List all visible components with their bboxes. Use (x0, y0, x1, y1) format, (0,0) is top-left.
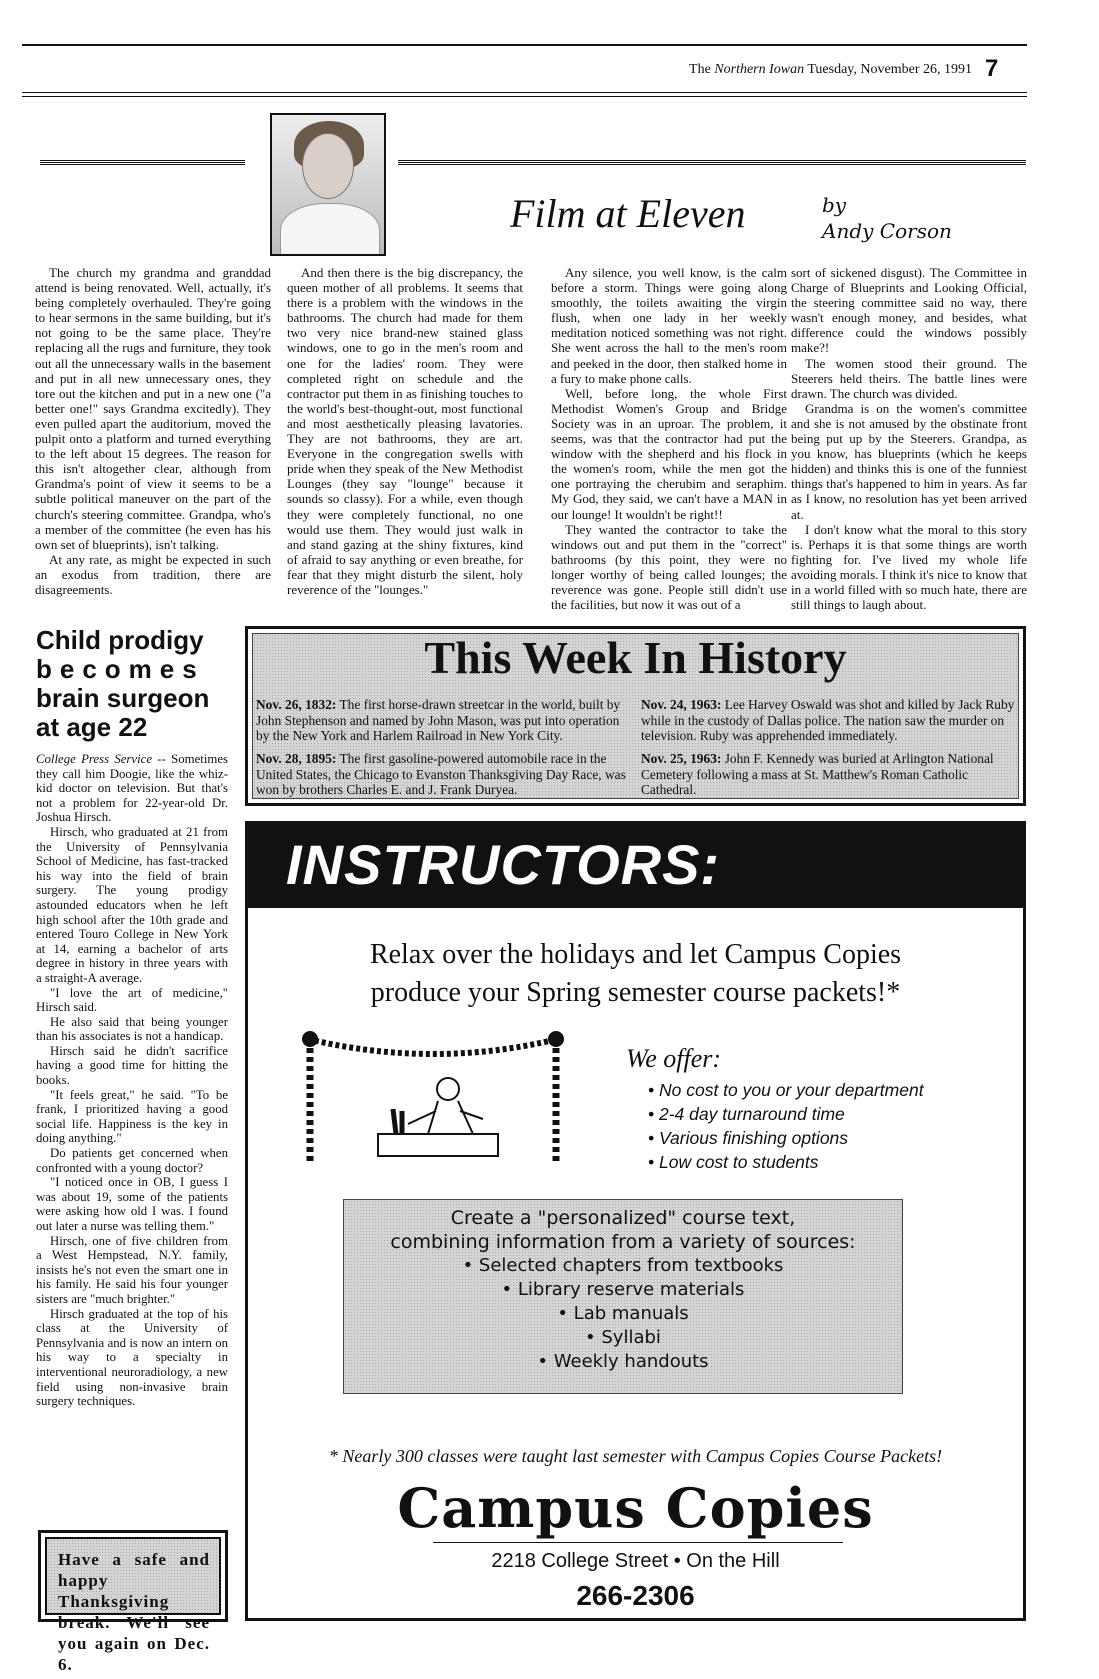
history-text: The first gasoline-powered automobile race in the United States, the Chicago to Evanston Thanksgiving Day Race, was won by brothers Charles E. and J. Frank Duryea. (256, 751, 626, 797)
paragraph: At any rate, as might be expected in such an exodus from tradition, there are disagreements. (35, 551, 271, 597)
paragraph: And then there is the big discrepancy, the queen mother of all problems. It seems that there is a problem with the windows in the bathrooms. The church had made for them two very nice brand-new stained glass windows, one to go in the men's room and one for the ladies' room. They were completed right on schedule and the contractor put them in as finishing touches to the world's best-thought-out, most functional and most aesthetically pleasing lavatories. They are not bathrooms, they are art. Everyone in the congregation swells with pride when they speak of the New Methodist Lounges (they say "lounge" because it sounds so classy). For a while, even though they were completely functional, no one would use them. They would just walk in and stand gazing at the shiny fixtures, kind of afraid to say anything or even breathe, for fear that they might disturb the silent, holy reverence of the "lounges." (287, 265, 523, 597)
paragraph: Hirsch, who graduated at 21 from the University of Pennsylvania School of Medicine, has fast-tracked his way into the field of brain surgery. The young prodigy astounded educators when he left high school after the 10th grade and entered Touro College in New York at 14, earning a bachelor of arts degree in history in three years with a straight-A average. (36, 824, 228, 985)
box-line: Create a "personalized" course text, (450, 1207, 796, 1229)
box-line: combining information from a variety of sources: (390, 1231, 856, 1253)
paragraph: The women stood their ground. The Steerers held theirs. The battle lines were drawn. The church was divided. (791, 355, 1027, 401)
paragraph: They wanted the contractor to take the windows out and put them in the "correct" bathrooms (by this point, they were no longer worthy of being called lounges; the reverence was gone. People still didn't use the facilities, but now it was out of a (551, 521, 787, 613)
logo-underline (433, 1542, 843, 1543)
paragraph: "I noticed once in OB, I guess I was about 19, some of the patients were asking how old I was. I found out later a nurse was telling them." (36, 1175, 228, 1233)
history-item (641, 751, 1016, 798)
paragraph: Hirsch said he didn't sacrifice having a good time for hitting the books. (36, 1043, 228, 1088)
history-item (256, 751, 626, 798)
offer-item: • Low cost to students (648, 1152, 819, 1172)
byline (822, 192, 952, 244)
history-date: Nov. 25, 1963: (641, 751, 722, 766)
article-column-1 (35, 265, 271, 597)
sidebar-article (36, 752, 228, 1409)
box-item: • Selected chapters from textbooks (462, 1255, 784, 1276)
box-item: • Weekly handouts (537, 1351, 709, 1372)
paragraph: sort of sickened disgust). The Committee in Charge of Blueprints and Looking Official, the steering committee said no way, there wasn't enough money, and besides, what difference could the windows possibly make?! (791, 265, 1027, 356)
paragraph: He also said that being younger than his associates is not a handicap. (36, 1014, 228, 1044)
paragraph: Well, before long, the whole First Methodist Women's Group and Bridge Society was in an uproar. The problem, it seems, was that the contractor had put the window with the shepherd and his flock in the women's room, while the men got the one portraying the cherubim and seraphim. My God, they said, we can't have a MAN in our lounge! It wouldn't be right!! (551, 385, 787, 522)
headline-line: brain surgeon (36, 683, 210, 713)
course-text-box (343, 1199, 903, 1394)
ad-headline (248, 936, 1023, 1012)
headline-line: becomes (36, 654, 205, 684)
history-box (245, 626, 1026, 806)
offer-item: • No cost to you or your department (648, 1080, 924, 1100)
paragraph: I don't know what the moral to this story is. Perhaps it is that some things are worth fighting for. I've lived my whole life avoiding morals. I think it's nice to know that in a world filled with so much hate, there are still things to laugh about. (791, 521, 1027, 613)
by-label: by (822, 193, 847, 217)
column-title: Film at Eleven (510, 191, 746, 236)
history-title: This Week In History (424, 632, 847, 683)
paragraph (36, 752, 228, 825)
thanksgiving-notice: Have a safe and happy Thanksgiving break. We'll see you again on Dec. 6. (58, 1550, 210, 1674)
paragraph: Hirsch graduated at the top of his class at the University of Pennsylvania and is now an intern on his way to a specialty in interventional neuroradiology, a new field using non-invasive brain surgery techniques. (36, 1306, 228, 1409)
paragraph: "It feels great," he said. "To be frank, I prioritized having a good social life. Happiness is the key in doing anything." (36, 1087, 228, 1146)
header-rule-2 (22, 96, 1027, 97)
author-photo (270, 113, 386, 256)
paragraph: "I love the art of medicine," Hirsch said. (36, 985, 228, 1015)
article-column-2 (287, 265, 523, 597)
ad-footnote: * Nearly 300 classes were taught last semester with Campus Copies Course Packets! (328, 1446, 943, 1466)
paragraph: The church my grandma and granddad attend is being renovated. Well, actually, it's being completely overhauled. They're going to hear sermons in the same building, but it's not going to be the same place. They're replacing all the rugs and furniture, they took out all the unnecessary walls in the basement and put in all new unnecessary ones, they tore out the kitchen and put in a new one ("a better one!" says Grandma excitedly). They even pulled apart the auditorium, moved the pulpit onto a platform and turned everything to the left about 15 degrees. The reason for this isn't altogether clear, although from Grandma's point of view it seems to be a subtle political maneuver on the part of the church's steering committee. Grandpa, who's a member of the committee (he even has his own set of blueprints), isn't talking. (35, 265, 271, 552)
paragraph-text: -- Sometimes they call him Doogie, like the whiz-kid doctor on television. But that's not a problem for 22-year-old Dr. Joshua Hirsch. (36, 752, 228, 825)
offer-item: • Various finishing options (648, 1128, 849, 1148)
header-rule (22, 92, 1027, 93)
campus-copies-logo: Campus Copies (397, 1476, 874, 1540)
offer-title: We offer: (626, 1044, 722, 1073)
headline-line: Child prodigy (36, 625, 204, 655)
box-item: • Syllabi (585, 1327, 661, 1348)
ad-headline-line: Relax over the holidays and let Campus Copies (369, 939, 902, 970)
paragraph: Hirsch, one of five children from a West Hempstead, N.Y. family, insists he's not even the smart one in his family. He said his four younger sisters are "much brighter." (36, 1233, 228, 1306)
history-text: Lee Harvey Oswald was shot and killed by Jack Ruby while in the custody of Dallas police. The nation saw the murder on television. Ruby was apprehended immediately. (641, 697, 1015, 743)
ad-address: 2218 College Street • On the Hill (491, 1550, 780, 1572)
ad-banner: INSTRUCTORS: (248, 824, 1023, 908)
issue-date: Tuesday, November 26, 1991 (807, 62, 972, 77)
title-bar-right (398, 160, 1026, 166)
offer-item: • 2-4 day turnaround time (648, 1104, 845, 1124)
title-bar-left (40, 160, 245, 166)
history-text: John F. Kennedy was buried at Arlington National Cemetery following a mass at St. Matthew's Roman Catholic Cathedral. (641, 751, 994, 797)
article-column-4 (791, 265, 1027, 612)
history-date: Nov. 28, 1895: (256, 751, 337, 766)
history-date: Nov. 26, 1832: (256, 697, 337, 712)
paper-name-italic: Northern Iowan (714, 62, 805, 77)
page-number: 7 (985, 55, 999, 82)
history-item (641, 697, 1016, 744)
history-item (256, 697, 626, 744)
holiday-garland-illustration (298, 1029, 568, 1174)
history-text: The first horse-drawn streetcar in the world, built by John Stephenson and named by John Mason, was put into operation by the New York and Harlem Railroad in New York City. (256, 697, 621, 743)
top-rule (22, 44, 1027, 46)
box-item: • Library reserve materials (501, 1279, 745, 1300)
paper-name: The (689, 62, 711, 77)
sidebar-headline (36, 626, 236, 742)
paragraph: Grandma is on the women's committee and she is not amused by the obstinate front being put up by the Steerers. Grandpa, as you know, has blueprints (which he keeps hidden) and thinks this is one of the funniest things that's happened to him in years. As far as I know, no resolution has yet been arrived at. (791, 400, 1027, 522)
history-date: Nov. 24, 1963: (641, 697, 722, 712)
dateline: College Press Service (36, 752, 153, 766)
paragraph: Any silence, you well know, is the calm before a storm. Things were going along smoothly, the toilets awaiting the virgin flush, when one lady in her weekly meditation noticed something was not right. She went across the hall to the men's room and peeked in the door, then stalked home in a fury to make phone calls. (551, 265, 787, 386)
page-header (560, 62, 972, 78)
offer-list (626, 1044, 1008, 1174)
headline-line: at age 22 (36, 712, 148, 742)
paragraph: Do patients get concerned when confronted with a young doctor? (36, 1146, 228, 1175)
box-item: • Lab manuals (557, 1303, 689, 1324)
ad-phone: 266-2306 (576, 1580, 695, 1611)
campus-copies-ad (245, 821, 1026, 1621)
author-name: Andy Corson (822, 219, 952, 243)
ad-headline-line: produce your Spring semester course packets!* (370, 977, 901, 1008)
article-column-3 (551, 265, 787, 612)
